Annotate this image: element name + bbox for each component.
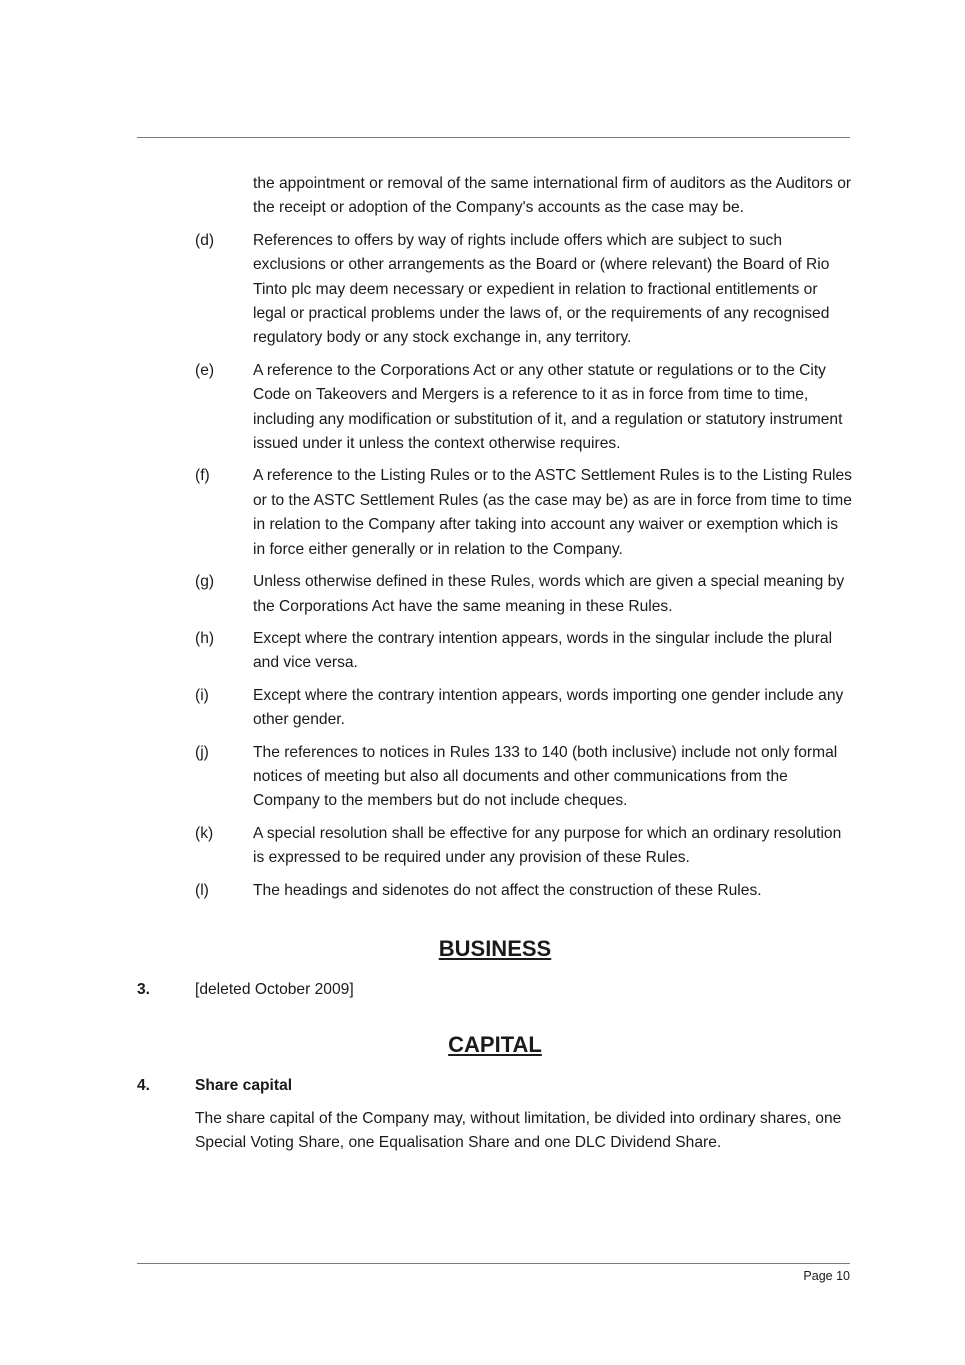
list-item	[137, 229, 853, 351]
clause-text: [deleted October 2009]	[195, 980, 354, 998]
item-label: (l)	[195, 881, 209, 899]
item-label: (g)	[195, 573, 215, 591]
item-text: The headings and sidenotes do not affect the construction of these Rules.	[253, 881, 762, 899]
item-label: (h)	[195, 629, 215, 647]
item-label: (i)	[195, 686, 209, 704]
list-item	[137, 822, 853, 871]
item-label: (j)	[195, 743, 209, 761]
list-item	[137, 570, 853, 619]
page-content	[137, 172, 853, 1156]
list-item	[137, 741, 853, 814]
header-rule	[137, 137, 850, 138]
continued-paragraph: the appointment or removal of the same international firm of auditors as the Auditors or the receipt or adoption of the Company's accounts as the case may be.	[253, 175, 852, 217]
item-label: (k)	[195, 824, 214, 842]
item-text: A special resolution shall be effective for any purpose for which an ordinary resolution is expressed to be required under any provision of these Rules.	[253, 824, 842, 867]
list-item	[137, 879, 853, 903]
item-text: Unless otherwise defined in these Rules, words which are given a special meaning by the Corporations Act have the same meaning in these Rules.	[253, 573, 845, 615]
item-label: (d)	[195, 231, 215, 249]
page-number: Page 10	[803, 1269, 850, 1283]
clause-title: Share capital	[195, 1077, 293, 1095]
list-item	[137, 359, 853, 457]
clause-number: 4.	[137, 1077, 151, 1095]
list-item	[137, 684, 853, 733]
item-text: Except where the contrary intention appears, words importing one gender include any other gender.	[253, 686, 844, 729]
clause-body: The share capital of the Company may, without limitation, be divided into ordinary shares, one Special Voting Share, one Equalisation Share and one DLC Dividend Share.	[195, 1109, 842, 1152]
list-item	[137, 627, 853, 676]
clause-4	[137, 1074, 853, 1098]
item-list	[137, 229, 853, 903]
section-heading-capital: CAPITAL	[448, 1032, 542, 1058]
item-text: References to offers by way of rights include offers which are subject to such exclusions or other arrangements as the Board or (where relevant) the Board of Rio Tinto plc may deem necessary or expedient in relation to fractional entitlements or legal or practical problems under the laws of, or the requirements of any recognised regulatory body or any stock exchange in, any territory.	[253, 231, 830, 347]
footer-rule	[137, 1263, 850, 1264]
clause-number: 3.	[137, 980, 151, 998]
item-label: (e)	[195, 361, 215, 379]
clause-3	[137, 978, 853, 1002]
section-heading-business: BUSINESS	[438, 935, 552, 961]
list-item	[137, 464, 853, 562]
item-text: A reference to the Corporations Act or any other statute or regulations or to the City Code on Takeovers and Mergers is a reference to it as in force from time to time, including any modification or substitution of it, and a regulation or statutory instrument issued under it unless the context otherwise requires.	[253, 361, 843, 453]
item-text: The references to notices in Rules 133 to 140 (both inclusive) include not only formal notices of meeting but also all documents and other communications from the Company to the members but do not include cheques.	[253, 743, 838, 810]
item-text: A reference to the Listing Rules or to the ASTC Settlement Rules is to the Listing Rules or to the ASTC Settlement Rules (as the case may be) as are in force from time to time in relation to the Company after taking into account any waiver or exemption which is in force either generally or in relation to the Company.	[253, 467, 852, 558]
item-label: (f)	[195, 467, 210, 485]
item-text: Except where the contrary intention appears, words in the singular include the plural and vice versa.	[253, 629, 833, 672]
